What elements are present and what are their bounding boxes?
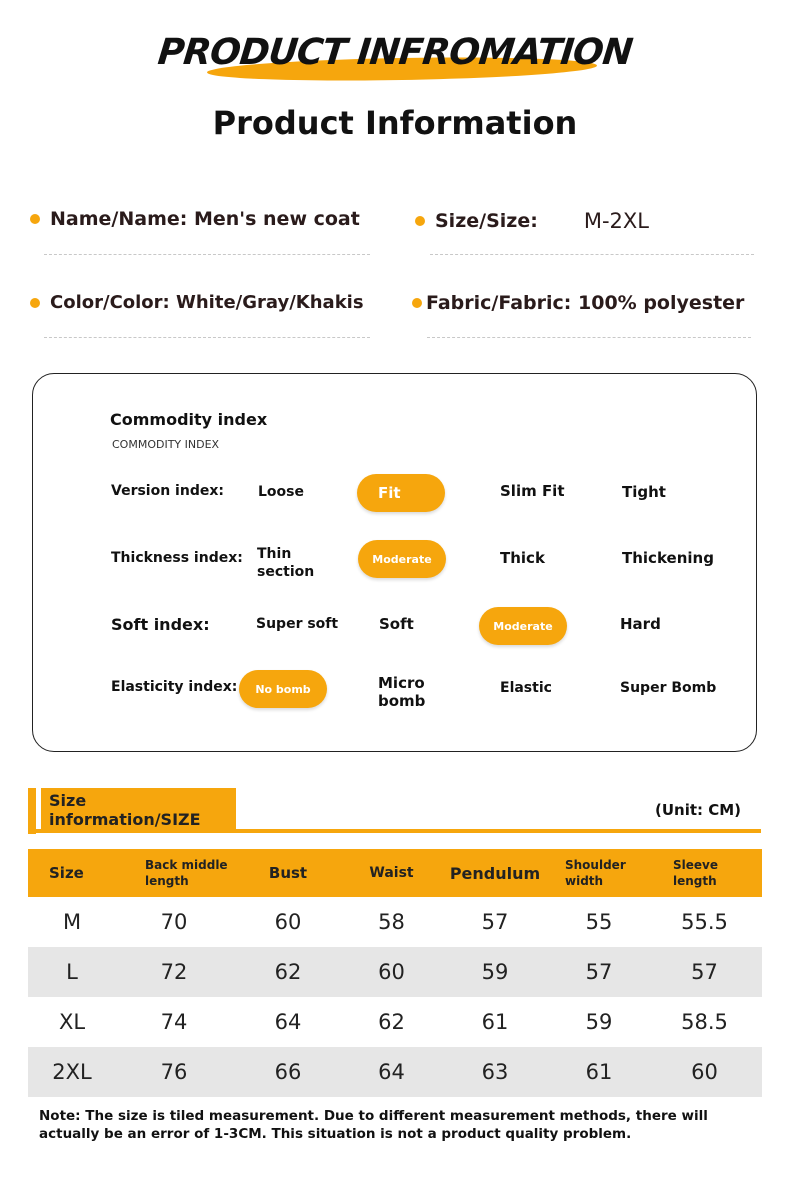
thickness-option-thickening: Thickening	[622, 549, 714, 567]
size-section-underline	[36, 829, 761, 833]
elasticity-option-super-bomb: Super Bomb	[620, 680, 717, 696]
size-section-accent	[28, 788, 36, 834]
cell-bust: 64	[274, 1010, 302, 1034]
cell-shoulder-width: 61	[551, 1047, 647, 1097]
col-waist: Waist	[344, 849, 439, 897]
col-pendulum: Pendulum	[439, 849, 551, 897]
thickness-option-thick: Thick	[500, 549, 545, 567]
cell-waist: 58	[378, 910, 405, 934]
col-size: Size	[28, 849, 116, 897]
info-fabric	[412, 292, 744, 314]
info-fabric-text: Fabric/Fabric: 100% polyester	[426, 292, 745, 314]
divider	[430, 254, 754, 255]
cell-shoulder-width: 59	[585, 1010, 613, 1034]
cell-bust: 66	[232, 1047, 344, 1097]
size-unit: (Unit: CM)	[655, 801, 742, 819]
cell-waist: 62	[378, 1010, 405, 1034]
thickness-option-moderate-selected	[358, 540, 446, 578]
commodity-subtitle: COMMODITY INDEX	[112, 438, 220, 451]
elasticity-index-label: Elasticity index:	[111, 679, 238, 695]
info-size-value: M-2XL	[583, 209, 649, 233]
elasticity-option-no-bomb-label: No bomb	[255, 682, 311, 696]
soft-option-super-soft: Super soft	[256, 616, 339, 632]
info-name-text: Name/Name: Men's new coat	[50, 208, 360, 230]
bullet-dot-icon	[412, 298, 422, 308]
thickness-index-label: Thickness index:	[111, 550, 243, 566]
elasticity-option-micro-b: bomb	[378, 692, 426, 710]
table-row	[28, 1047, 762, 1097]
elasticity-option-micro-a: Micro	[378, 674, 425, 692]
size-note: Note: The size is tiled measurement. Due to different measurement methods, there will actually be an error of 1-3CM. This situation is not a product quality problem.	[39, 1108, 708, 1142]
cell-pendulum: 57	[481, 910, 509, 934]
cell-back-middle-length: 72	[116, 947, 232, 997]
col-sleeve-length: Sleeve length	[647, 849, 762, 897]
info-color	[30, 292, 364, 313]
size-table	[28, 849, 762, 1097]
cell-pendulum: 59	[439, 947, 551, 997]
soft-option-moderate-label: Moderate	[493, 619, 553, 633]
cell-waist: 64	[344, 1047, 439, 1097]
cell-shoulder-width: 57	[551, 947, 647, 997]
col-back-middle-length: Back middle length	[116, 849, 232, 897]
cell-size: M	[62, 910, 82, 934]
cell-back-middle-length: 76	[116, 1047, 232, 1097]
table-row	[28, 897, 762, 947]
col-shoulder-width: Shoulder width	[551, 849, 647, 897]
soft-option-moderate-selected	[479, 607, 567, 645]
cell-sleeve-length: 57	[647, 947, 762, 997]
divider	[44, 254, 370, 255]
version-option-fit-label: Fit	[378, 484, 401, 502]
elasticity-option-elastic: Elastic	[500, 680, 552, 696]
cell-pendulum: 63	[439, 1047, 551, 1097]
thickness-option-thin-section	[257, 545, 314, 581]
info-name	[30, 208, 360, 230]
bullet-dot-icon	[30, 298, 40, 308]
page-title: Product Information	[212, 104, 578, 142]
table-row	[28, 997, 762, 1047]
cell-bust: 60	[274, 910, 302, 934]
cell-shoulder-width: 55	[585, 910, 613, 934]
cell-back-middle-length: 70	[160, 910, 188, 934]
cell-size: XL	[58, 1010, 86, 1034]
soft-option-soft: Soft	[379, 615, 414, 633]
info-size	[415, 209, 649, 233]
divider	[44, 337, 370, 338]
cell-waist: 60	[344, 947, 439, 997]
size-table-header-row	[28, 849, 762, 897]
elasticity-option-no-bomb-selected	[239, 670, 327, 708]
divider	[427, 337, 751, 338]
version-option-loose: Loose	[258, 484, 304, 500]
info-color-text: Color/Color: White/Gray/Khakis	[50, 292, 364, 313]
soft-index-label: Soft index:	[111, 615, 210, 634]
cell-size: L	[28, 947, 116, 997]
commodity-title: Commodity index	[110, 410, 268, 429]
cell-bust: 62	[232, 947, 344, 997]
table-row	[28, 947, 762, 997]
banner-title: PRODUCT INFROMATION	[155, 32, 634, 73]
version-option-tight: Tight	[622, 483, 666, 501]
version-option-slim-fit: Slim Fit	[500, 482, 565, 500]
col-bust: Bust	[232, 849, 344, 897]
elasticity-option-micro-bomb	[378, 674, 425, 710]
soft-option-hard: Hard	[620, 615, 661, 633]
thickness-option-moderate-label: Moderate	[372, 552, 432, 566]
info-size-label: Size/Size:	[435, 210, 538, 232]
cell-pendulum: 61	[481, 1010, 509, 1034]
bullet-dot-icon	[415, 216, 425, 226]
cell-sleeve-length: 58.5	[681, 1010, 728, 1034]
cell-sleeve-length: 60	[647, 1047, 762, 1097]
thickness-option-thin-b: section	[257, 564, 315, 580]
version-index-label: Version index:	[111, 483, 224, 499]
cell-back-middle-length: 74	[160, 1010, 188, 1034]
banner	[0, 30, 790, 90]
cell-size: 2XL	[28, 1047, 116, 1097]
bullet-dot-icon	[30, 214, 40, 224]
size-section-title: Size information/SIZE	[41, 788, 236, 832]
cell-sleeve-length: 55.5	[681, 910, 728, 934]
thickness-option-thin-a: Thin	[257, 546, 292, 562]
version-option-fit-selected	[357, 474, 445, 512]
